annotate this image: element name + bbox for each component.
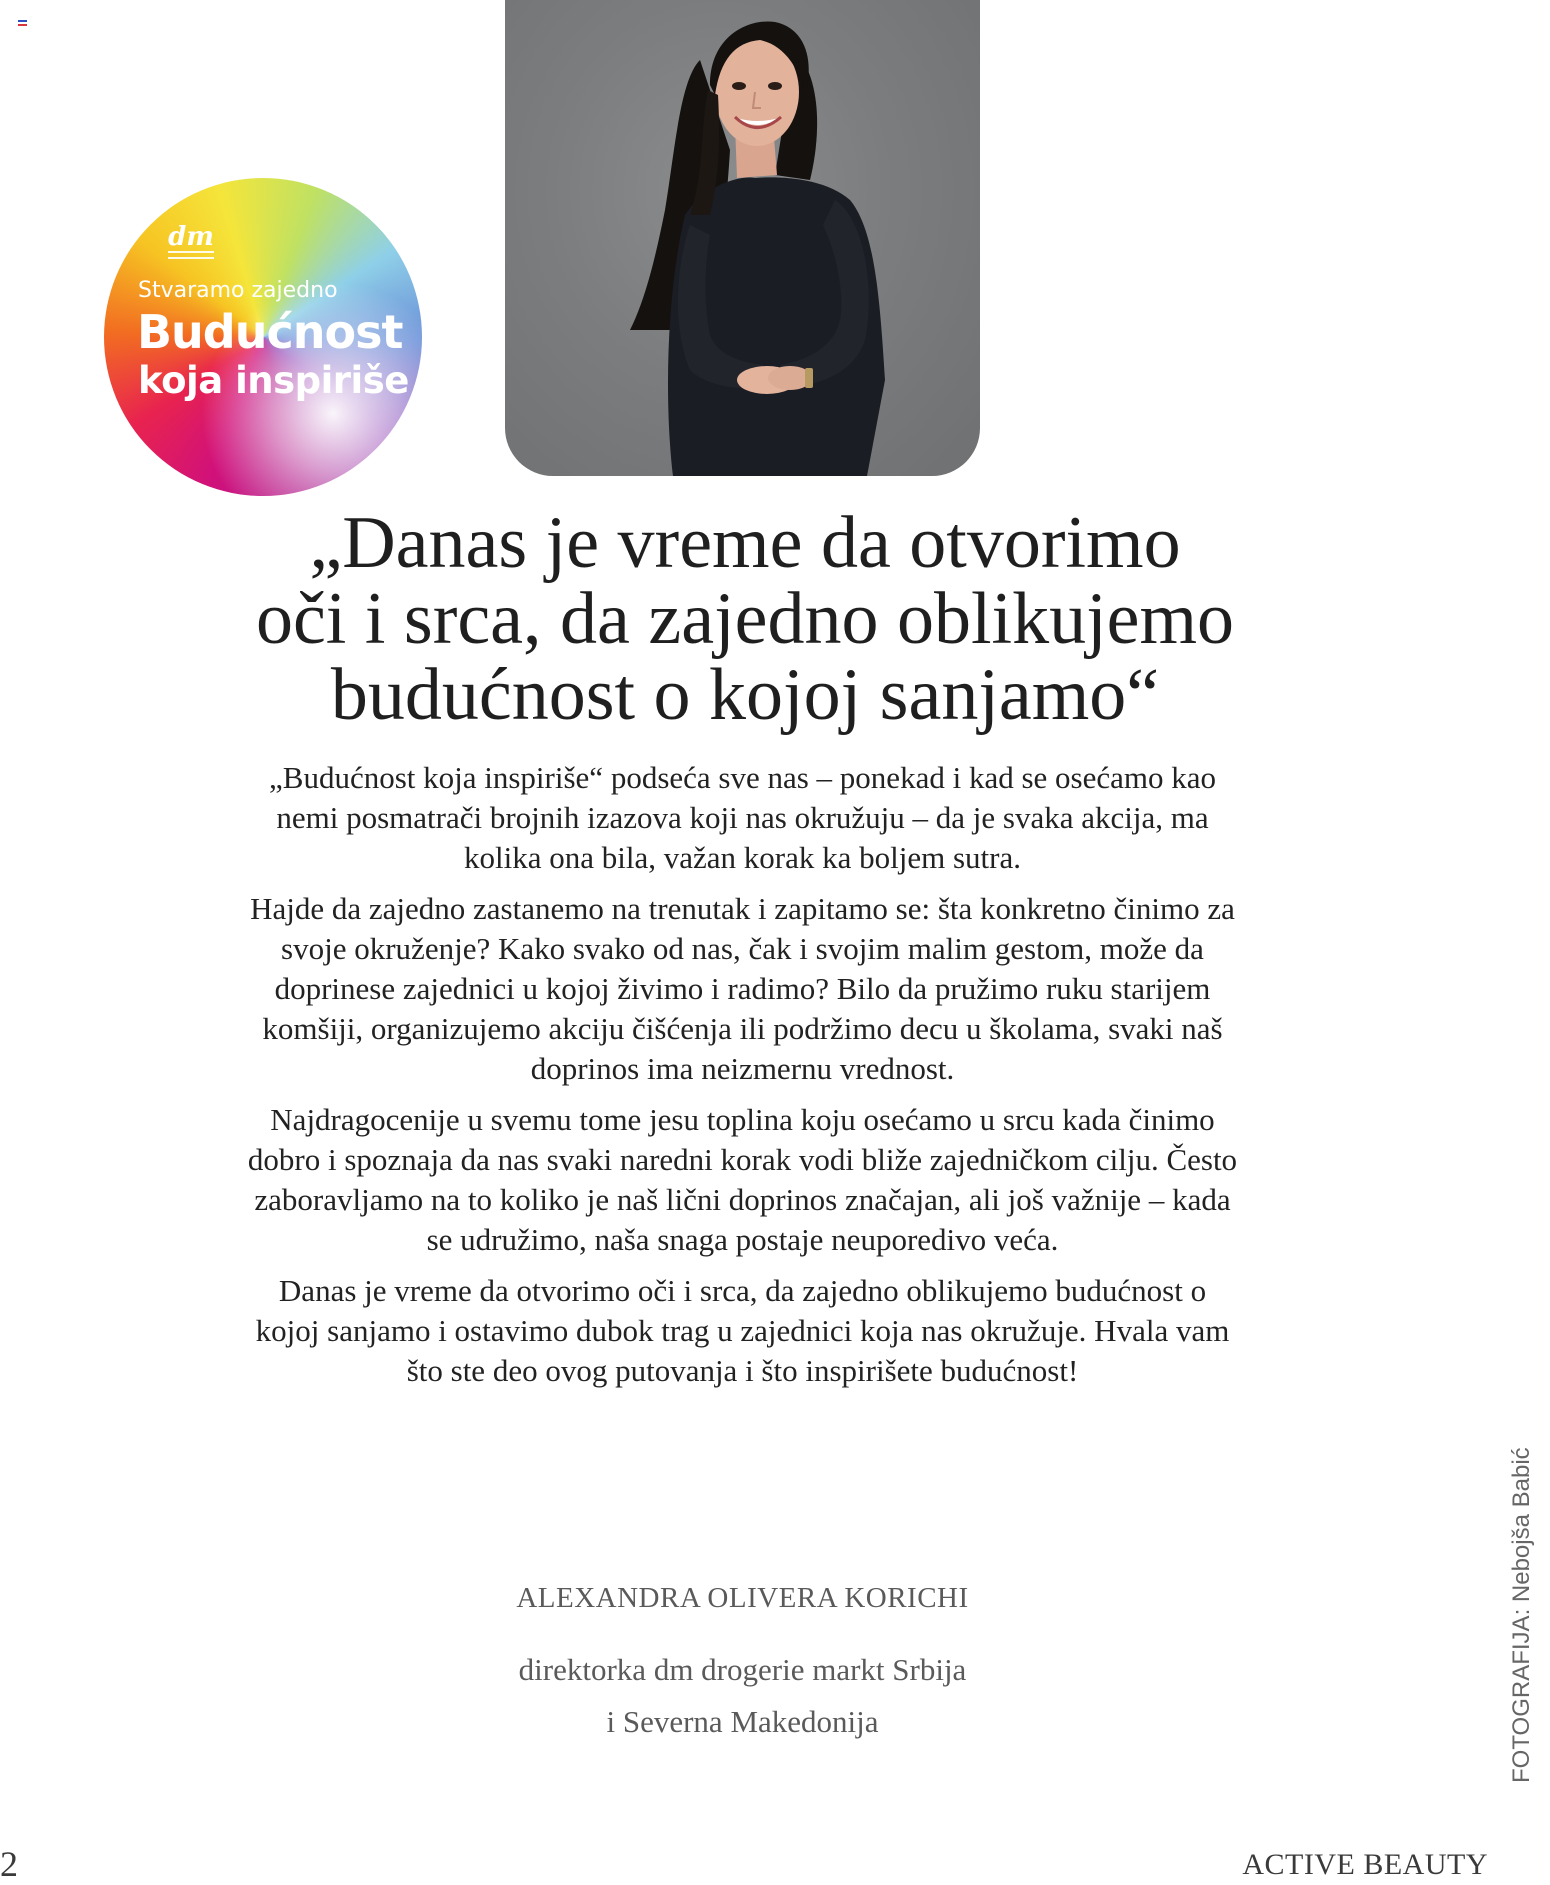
dm-logo-text: dm [168,222,214,252]
portrait-photo [505,0,980,476]
pull-quote-line-1: „Danas je vreme da otvorimo [309,502,1181,584]
paragraph-3: Najdragocenije u svemu tome jesu toplina koju osećamo u srcu kada činimo dobro i spoznaja da nas svaki naredni korak vodi bliže zajedničkom cilju. Često zaboravljamo na to koliko je naš lični doprinos značajan, ali još važnije – kada se udružimo, naša snaga postaje neuporedivo veća. [247,1102,1238,1257]
paragraph-4: Danas je vreme da otvorimo oči i srca, da zajedno oblikujemo budućnost o kojoj sanjamo i ostavimo dubok trag u zajednici koja nas okružuje. Hvala vam što ste deo ovog putovanja i što inspirišete budućnost! [255,1273,1230,1388]
author-role [245,1644,1240,1748]
page-number: 2 [0,1844,18,1884]
author-role-line-2: i Severna Makedonija [606,1704,879,1739]
campaign-badge [104,178,422,496]
dm-logo [164,224,218,258]
portrait-illustration [505,0,980,476]
pull-quote-line-3: budućnost o kojoj sanjamo“ [330,654,1160,736]
paragraph-2: Hajde da zajedno zastanemo na trenutak i zapitamo se: šta konkretno činimo za svoje okruženje? Kako svako od nas, čak i svojim malim gestom, može da doprinese zajednici u kojoj živimo i radimo? Bilo da pružimo ruku starijem komšiji, organizujemo akciju čišćenja ili podržimo decu u školama, svaki naš doprinos ima neizmernu vrednost. [250,891,1235,1086]
pull-quote [215,502,1275,736]
badge-title-line2: koja inspiriše [138,359,409,402]
magazine-name: ACTIVE BEAUTY [1242,1848,1488,1881]
paragraph-1: „Budućnost koja inspiriše“ podseća sve nas – ponekad i kad se osećamo kao nemi posmatrači brojnih izazova koji nas okružuju – da je svaka akcija, ma kolika ona bila, važan korak ka boljem sutra. [269,760,1216,875]
photo-credit: FOTOGRAFIJA: Nebojša Babić [1508,1447,1535,1783]
article-body [245,758,1240,1402]
corner-flag-mark [18,20,27,27]
badge-title: Budućnost [137,305,403,359]
author-role-line-1: direktorka dm drogerie markt Srbija [518,1652,967,1687]
badge-subtitle: Stvaramo zajedno [138,278,338,303]
pull-quote-line-2: oči i srca, da zajedno oblikujemo [255,578,1235,660]
author-name: ALEXANDRA OLIVERA KORICHI [516,1582,969,1614]
